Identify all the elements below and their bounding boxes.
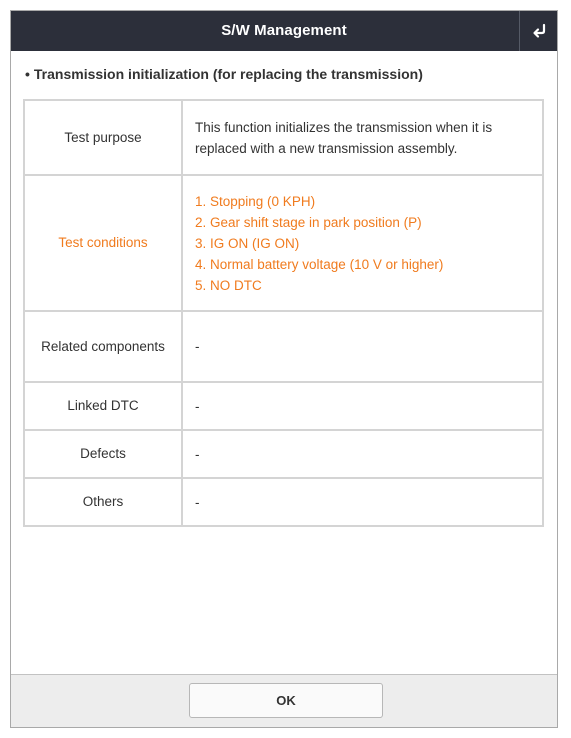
row-label-test-purpose: Test purpose xyxy=(24,100,182,175)
condition-item: 4. Normal battery voltage (10 V or higher) xyxy=(195,256,444,272)
row-label-linked-dtc: Linked DTC xyxy=(24,382,182,430)
heading-text: Transmission initialization (for replacing the transmission) xyxy=(33,66,423,82)
test-info-table xyxy=(23,99,544,527)
row-label-others: Others xyxy=(24,478,182,526)
table-row xyxy=(24,478,543,526)
title-bar xyxy=(11,11,557,51)
return-arrow-icon xyxy=(531,23,547,39)
row-label-related-components: Related components xyxy=(24,311,182,382)
table-row xyxy=(24,430,543,478)
row-label-test-conditions: Test conditions xyxy=(24,175,182,311)
sw-management-dialog xyxy=(10,10,558,728)
row-value-defects: - xyxy=(182,430,543,478)
condition-item: 1. Stopping (0 KPH) xyxy=(195,193,316,209)
table-row xyxy=(24,382,543,430)
dialog-footer xyxy=(11,674,557,727)
section-heading xyxy=(25,66,423,82)
ok-button[interactable]: OK xyxy=(189,683,383,718)
heading-bullet: • xyxy=(25,66,30,82)
back-button[interactable] xyxy=(519,11,557,51)
dialog-title: S/W Management xyxy=(221,22,347,39)
table-row xyxy=(24,175,543,311)
row-value-others: - xyxy=(182,478,543,526)
condition-item: 3. IG ON (IG ON) xyxy=(195,235,300,251)
row-value-related-components: - xyxy=(182,311,543,382)
table-row xyxy=(24,311,543,382)
dialog-content xyxy=(11,51,557,675)
condition-item: 5. NO DTC xyxy=(195,277,262,293)
row-value-test-conditions xyxy=(182,175,543,311)
condition-item: 2. Gear shift stage in park position (P) xyxy=(195,214,422,230)
row-value-linked-dtc: - xyxy=(182,382,543,430)
table-row xyxy=(24,100,543,175)
row-value-test-purpose: This function initializes the transmission when it is replaced with a new transmission assembly. xyxy=(182,100,543,175)
row-label-defects: Defects xyxy=(24,430,182,478)
